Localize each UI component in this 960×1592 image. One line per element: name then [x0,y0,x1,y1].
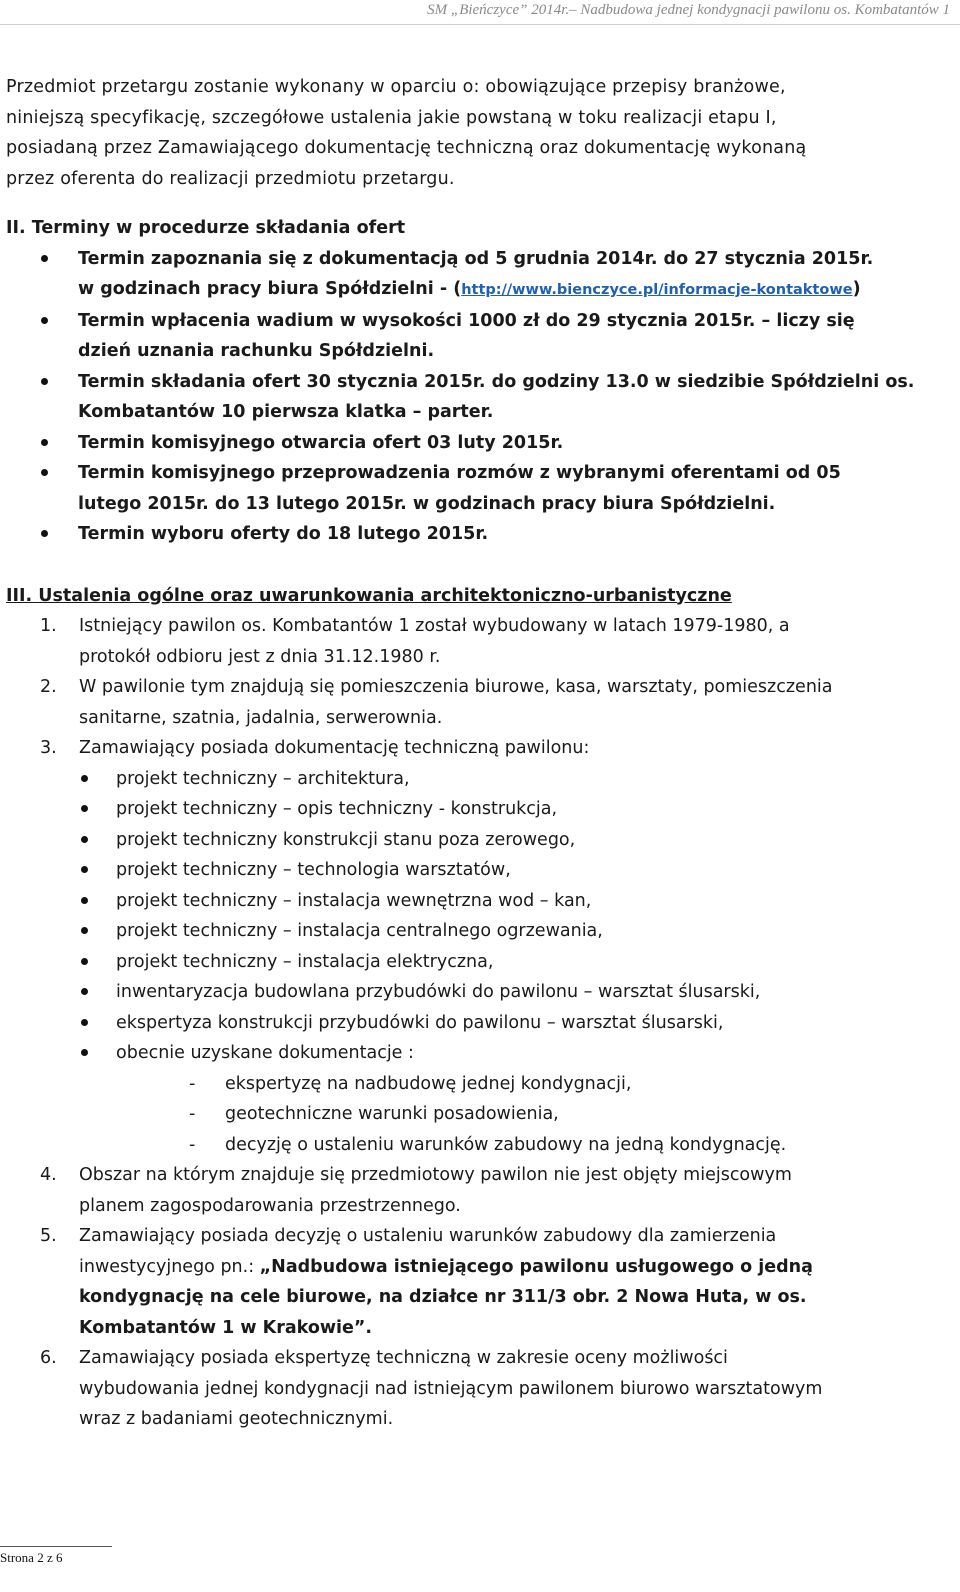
intro-line: niniejszą specyfikację, szczegółowe ustalenia jakie powstaną w toku realizacji etapu I, [6,107,777,128]
documentation-item: projekt techniczny konstrukcji stanu poza zerowego, [79,825,956,856]
list-item [6,733,956,1160]
list-item [6,428,956,459]
documentation-list [79,764,956,1069]
documentation-item: projekt techniczny – instalacja centralnego ogrzewania, [79,916,956,947]
investment-name: Kombatantów 1 w Krakowie”. [79,1317,373,1338]
page-header: SM „Bieńczyce” 2014r.– Nadbudowa jednej kondygnacji pawilonu os. Kombatantów 1 [427,2,950,18]
item-number: 1. [40,616,57,636]
list-item [6,367,956,428]
item-text: inwestycyjnego pn.: [79,1256,260,1277]
documentation-item: projekt techniczny – instalacja elektryczna, [79,947,956,978]
deadline-text: ) [852,279,861,299]
contact-link[interactable]: http://www.bienczyce.pl/informacje-kontaktowe [461,282,853,298]
item-text: sanitarne, szatnia, jadalnia, serwerownia. [79,707,443,728]
footer-divider [0,1546,112,1547]
documentation-item: projekt techniczny – architektura, [79,764,956,795]
item-number: 4. [40,1165,57,1185]
new-documentation-item: - geotechniczne warunki posadowienia, [79,1099,956,1130]
investment-name: „Nadbudowa istniejącego pawilonu usługowego o jedną [259,1256,813,1277]
item-text: planem zagospodarowania przestrzennego. [79,1195,461,1216]
item-text: Zamawiający posiada ekspertyzę techniczną w zakresie oceny możliwości [79,1348,728,1368]
list-item [6,1221,956,1343]
section-2-heading: II. Terminy w procedurze składania ofert [6,218,406,238]
deadline-text: Termin komisyjnego otwarcia ofert 03 luty 2015r. [78,432,564,453]
deadline-text: Termin komisyjnego przeprowadzenia rozmów z wybranymi oferentami od 05 [78,463,841,483]
documentation-item: inwentaryzacja budowlana przybudówki do pawilonu – warsztat ślusarski, [79,977,956,1008]
deadline-text: dzień uznania rachunku Spółdzielni. [78,341,435,361]
section-3-heading: III. Ustalenia ogólne oraz uwarunkowania architektoniczno-urbanistyczne [6,585,732,606]
item-text: wraz z badaniami geotechnicznymi. [79,1409,394,1429]
item-number: 5. [40,1226,57,1246]
investment-name: kondygnację na cele biurowe, na działce nr 311/3 obr. 2 Nowa Huta, w os. [79,1287,807,1307]
new-documentation-item: - decyzję o ustaleniu warunków zabudowy na jedną kondygnację. [79,1130,956,1161]
item-number: 3. [40,738,57,758]
item-text: W pawilonie tym znajdują się pomieszczenia biurowe, kasa, warsztaty, pomieszczenia [79,677,833,697]
deadline-text: lutego 2015r. do 13 lutego 2015r. w godzinach pracy biura Spółdzielni. [78,493,776,514]
list-item [6,458,956,519]
list-item [6,672,956,733]
documentation-item: projekt techniczny – instalacja wewnętrzna wod – kan, [79,886,956,917]
intro-line: posiadaną przez Zamawiającego dokumentację techniczną oraz dokumentację wykonaną [6,138,807,158]
deadline-text: Termin zapoznania się z dokumentacją od 5 grudnia 2014r. do 27 stycznia 2015r. [78,248,874,269]
documentation-item: projekt techniczny – technologia warsztatów, [79,855,956,886]
list-item [6,306,956,367]
header-divider [0,24,960,25]
documentation-item: obecnie uzyskane dokumentacje : [79,1038,956,1069]
item-text: Zamawiający posiada decyzję o ustaleniu warunków zabudowy dla zamierzenia [79,1226,777,1246]
deadline-text: Termin wyboru oferty do 18 lutego 2015r. [78,524,489,544]
deadline-text: w godzinach pracy biura Spółdzielni - ( [78,279,462,299]
item-text: Istniejący pawilon os. Kombatantów 1 został wybudowany w latach 1979-1980, a [79,616,790,636]
item-text: Obszar na którym znajduje się przedmiotowy pawilon nie jest objęty miejscowym [79,1165,792,1185]
item-text: protokół odbioru jest z dnia 31.12.1980 r. [79,646,441,667]
list-item [6,244,956,306]
intro-paragraph [6,72,956,194]
list-item [6,611,956,672]
item-number: 6. [40,1348,57,1368]
new-documentation-item: - ekspertyzę na nadbudowę jednej kondygnacji, [79,1069,956,1100]
item-number: 2. [40,677,57,697]
deadlines-list [6,244,956,550]
conditions-list [6,611,956,1435]
intro-line: przez oferenta do realizacji przedmiotu przetargu. [6,168,455,189]
deadline-text: Termin wpłacenia wadium w wysokości 1000 zł do 29 stycznia 2015r. – liczy się [78,310,855,331]
new-documentation-list [79,1069,956,1161]
item-text: Zamawiający posiada dokumentację techniczną pawilonu: [79,738,590,758]
document-body [6,72,956,1435]
list-item [6,1160,956,1221]
list-item [6,1343,956,1435]
page-number: Strona 2 z 6 [0,1550,63,1565]
deadline-text: Termin składania ofert 30 stycznia 2015r. do godziny 13.0 w siedzibie Spółdzielni os. [78,371,915,392]
list-item [6,519,956,550]
documentation-item: ekspertyza konstrukcji przybudówki do pawilonu – warsztat ślusarski, [79,1008,956,1039]
deadline-text: Kombatantów 10 pierwsza klatka – parter. [78,402,494,422]
item-text: wybudowania jednej kondygnacji nad istniejącym pawilonem biurowo warsztatowym [79,1378,823,1399]
documentation-item: projekt techniczny – opis techniczny - konstrukcja, [79,794,956,825]
intro-line: Przedmiot przetargu zostanie wykonany w oparciu o: obowiązujące przepisy branżowe, [6,77,786,97]
